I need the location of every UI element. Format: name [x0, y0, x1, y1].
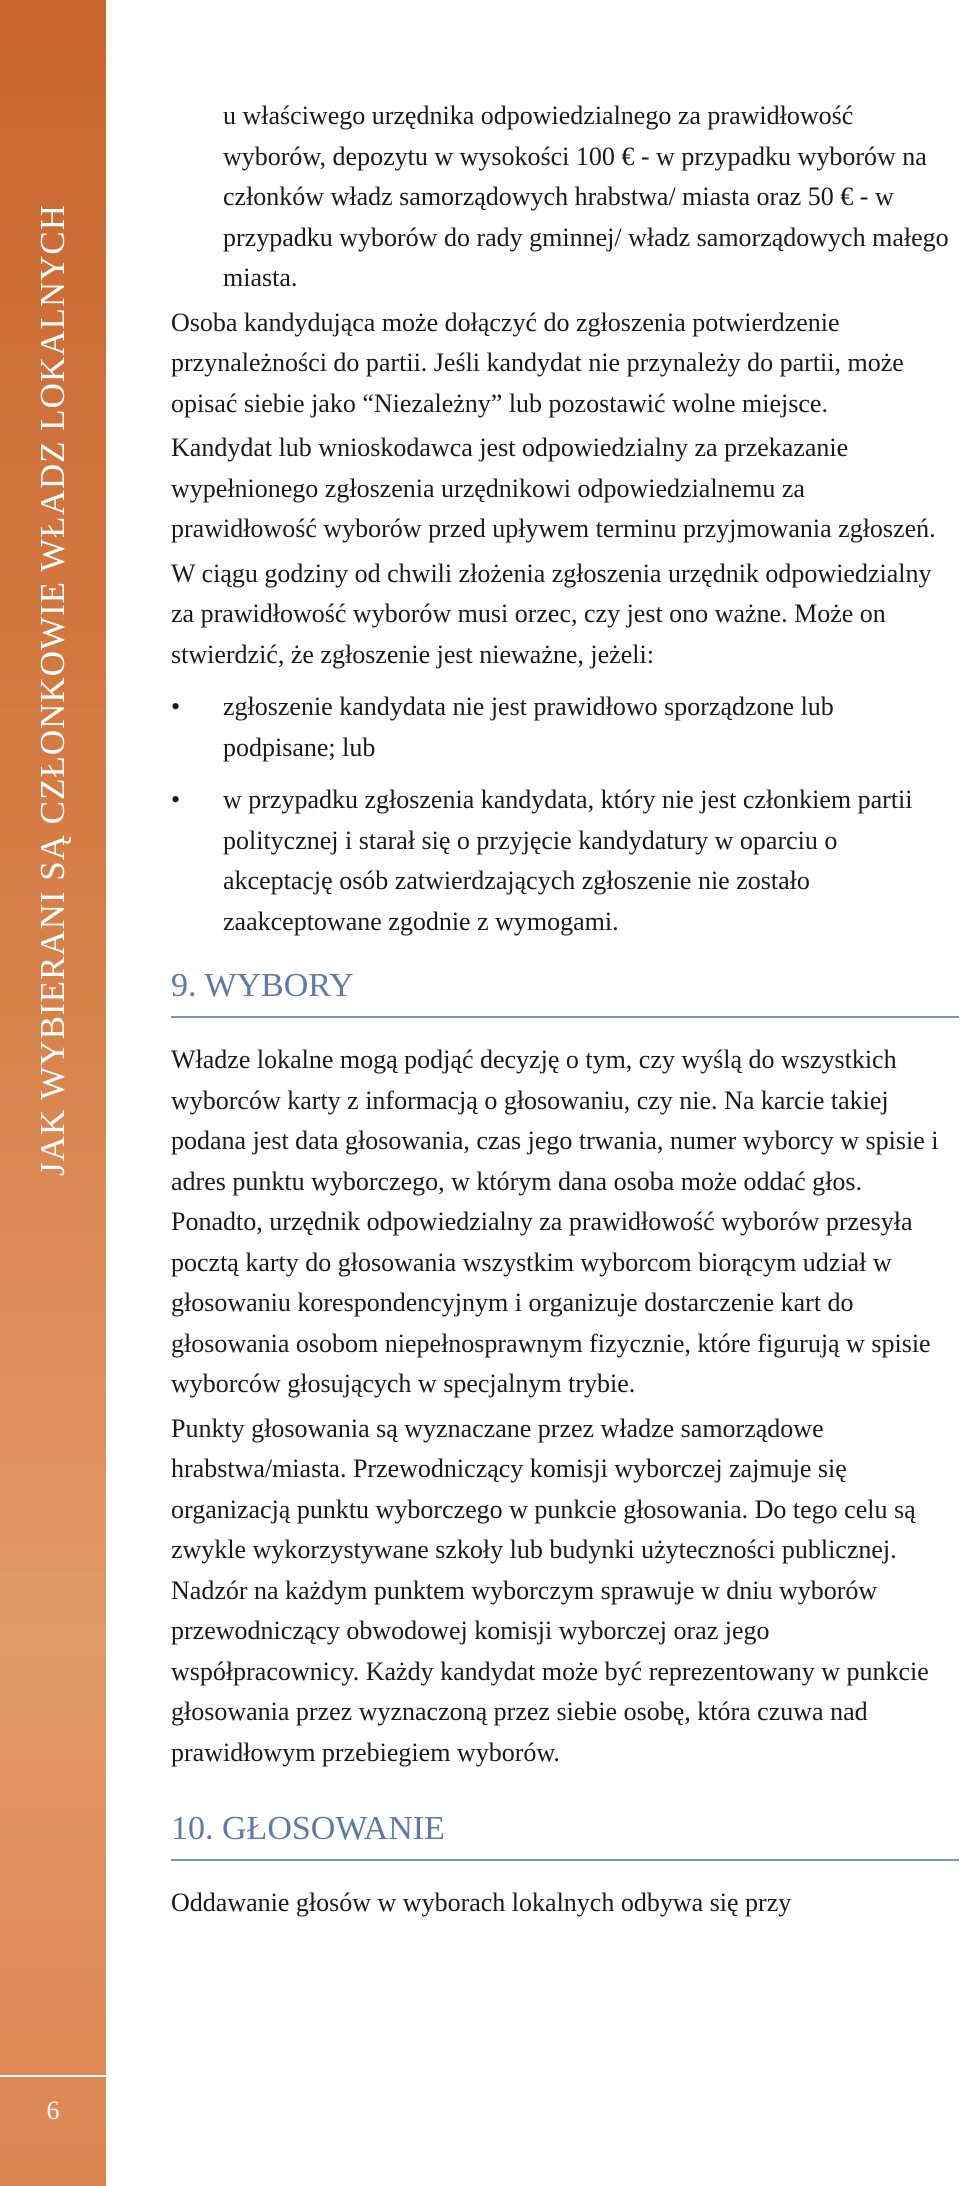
intro-paragraph: u właściwego urzędnika odpowiedzialnego za prawidłowość wyborów, depozytu w wysokości 100 € - w przypadku wyborów na członków władz samorządowych hrabstwa/ miasta oraz 50 € - w przypadku wyborów do rady gminnej/ władz samorządowych małego miasta.: [223, 101, 949, 292]
sidebar: [0, 0, 106, 2186]
section-heading-voting: 10. GŁOSOWANIE: [171, 1807, 959, 1861]
paragraph-validity: W ciągu godziny od chwili złożenia zgłoszenia urzędnik odpowiedzialny za prawidłowość wyborów musi orzec, czy jest ono ważne. Może on stwierdzić, że zgłoszenie jest nieważne, jeżeli:: [171, 558, 932, 669]
bullet-icon: •: [171, 785, 181, 814]
sidebar-divider: [0, 2075, 106, 2077]
paragraph-polling-stations: Punkty głosowania są wyznaczane przez władze samorządowe hrabstwa/miasta. Przewodniczący komisji wyborczej zajmuje się organizacją punktu wyborczego w punkcie głosowania. Do tego celu są zwykle wykorzystywane szkoły lub budynki użyteczności publicznej. Nadzór na każdym punktem wyborczym sprawuje w dniu wyborów przewodniczący obwodowej komisji wyborczej oraz jego współpracownicy. Każdy kandydat może być reprezentowany w punkcie głosowania przez wyznaczoną przez siebie osobę, która czuwa nad prawidłowym przebiegiem wyborów.: [171, 1413, 929, 1767]
page-number: 6: [46, 2096, 60, 2125]
list-item: [171, 780, 951, 942]
document-body: [171, 96, 951, 1928]
paragraph-voting: Oddawanie głosów w wyborach lokalnych odbywa się przy: [171, 1888, 792, 1917]
list-item: [171, 687, 951, 768]
list-item-text: zgłoszenie kandydata nie jest prawidłowo sporządzone lub podpisane; lub: [223, 692, 834, 762]
paragraph-voting-cards: Władze lokalne mogą podjąć decyzję o tym, czy wyślą do wszystkich wyborców karty z informacją o głosowaniu, czy nie. Na karcie takiej podana jest data głosowania, czas jego trwania, numer wyborcy w spisie i adres punktu wyborczego, w którym dana osoba może oddać głos. Ponadto, urzędnik odpowiedzialny za prawidłowość wyborów przesyła pocztą karty do głosowania wszystkim wyborcom biorącym udział w głosowaniu korespondencyjnym i organizuje dostarczenie kart do głosowania osobom niepełnosprawnym fizycznie, które figurują w spisie wyborców głosujących w specjalnym trybie.: [171, 1045, 939, 1398]
invalidity-list: [171, 687, 951, 942]
bullet-icon: •: [171, 692, 181, 721]
section-heading-elections: 9. WYBORY: [171, 964, 959, 1018]
list-item-text: w przypadku zgłoszenia kandydata, który nie jest członkiem partii politycznej i starał się o przyjęcie kandydatury w oparciu o akceptację osób zatwierdzających zgłoszenie nie zostało zaakceptowane zgodnie z wymogami.: [223, 785, 913, 936]
sidebar-title: JAK WYBIERANI SĄ CZŁONKOWIE WŁADZ LOKALNYCH: [33, 203, 72, 1177]
paragraph-submission: Kandydat lub wnioskodawca jest odpowiedzialny za przekazanie wypełnionego zgłoszenia urzędnikowi odpowiedzialnemu za prawidłowość wyborów przed upływem terminu przyjmowania zgłoszeń.: [171, 433, 936, 543]
paragraph-party-affiliation: Osoba kandydująca może dołączyć do zgłoszenia potwierdzenie przynależności do partii. Jeśli kandydat nie przynależy do partii, może opisać siebie jako “Niezależny” lub pozostawić wolne miejsce.: [171, 307, 904, 418]
